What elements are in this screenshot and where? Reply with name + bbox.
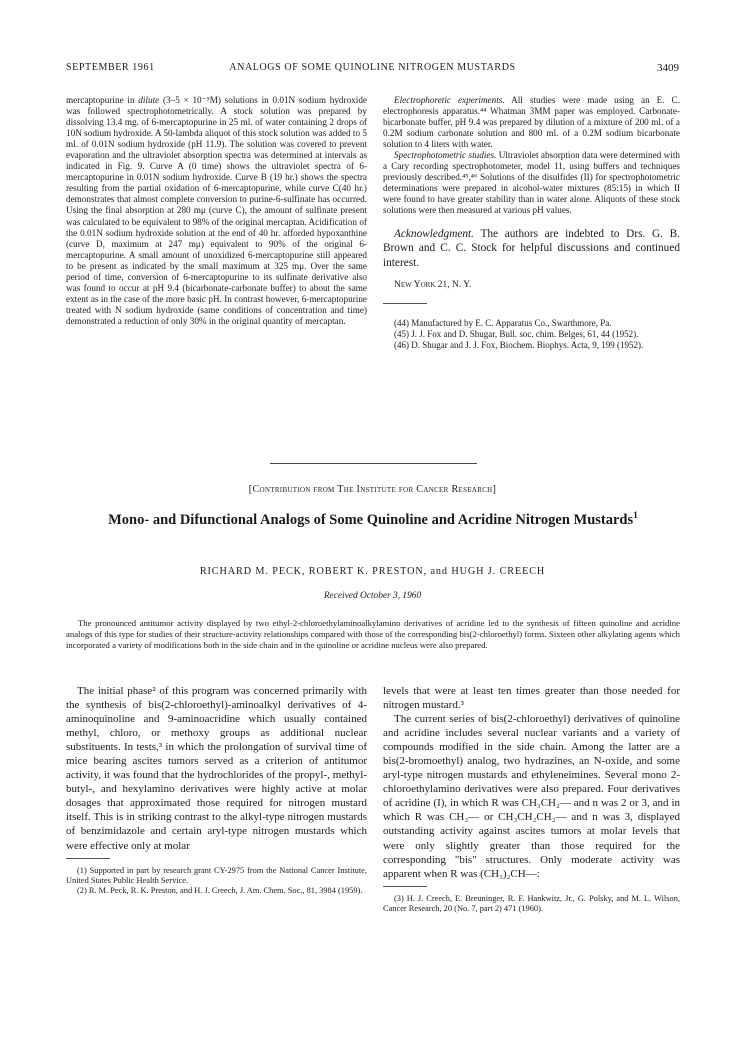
footnote-3: (3) H. J. Creech, E. Breuninger, R. F. Hankwitz, Jr., G. Polsky, and M. L. Wilson, Cancer Research, 20 (No. 7, part 2) 471 (1960).	[383, 893, 680, 913]
footnote-46: (46) D. Shugar and J. J. Fox, Biochem. Biophys. Acta, 9, 199 (1952).	[394, 340, 644, 351]
received-date: Received October 3, 1960	[323, 591, 422, 601]
running-head	[66, 62, 679, 76]
article-separator	[270, 463, 477, 464]
title-footnote-marker: 1	[633, 511, 638, 522]
footnote-2: (2) R. M. Peck, R. K. Preston, and H. J. Creech, J. Am. Chem. Soc., 81, 3984 (1959).	[77, 886, 363, 896]
address-line: New York 21, N. Y.	[394, 280, 472, 291]
intro-continuation: levels that were at least ten times greater than those needed for nitrogen mustard.³	[383, 685, 680, 712]
previous-article-left-column	[66, 95, 367, 327]
footnote-divider	[383, 303, 427, 304]
experimental-paragraph: mercaptopurine in dilute (3–5 × 10⁻⁵M) solutions in 0.01N sodium hydroxide was followed spectrophotometrically. A stock solution was prepared by dissolving 13.4 mg. of 6-mercaptopurine in 25 ml. of water containing 2 drops of 10N sodium hydroxide. A 50-lambda aliquot of this stock solution was added to 5 ml. of 0.01N sodium hydroxide (pH 11.9). The solution was covered to prevent evaporation and the ultraviolet absorption spectra was determined at intervals as indicated in Fig. 9. Curve A (0 time) shows the ultraviolet spectra of 6-mercaptopurine in 0.01N sodium hydroxide. Curve B (19 hr.) shows the spectra resulting from the partial oxidation of 6-mercaptopurine, while curve C(40 hr.) demonstrates that almost complete conversion to purine-6-sulfinate has occurred. Using the final absorption at 280 mμ (curve C), the amount of sulfinate present was calculated to be equivalent to 98% of the original mercaptan. Acidification of the 0.01N sodium hydroxide solution at the end of 40 hr. afforded hypoxanthine (curve D, maximum at 247 mμ) equivalent to 90% of the original 6-mercaptopurine. A small amount of unoxidized 6-mercaptopurine still appeared to be present as indicated by the small maximum at 325 mμ. Over the same period of time, conversion of 6-mercaptopurine to its sulfinate derivative also was found to occur at pH 9.4 (bicarbonate-carbonate buffer) to about the same extent as in the case of the more basic pH. In contrast however, 6-mercaptopurine treated with N sodium hydroxide (same conditions of concentration and time) demonstrated a reduction of only 30% in the original quantity of mercaptan.	[66, 95, 367, 326]
page-number: 3409	[657, 62, 679, 74]
article-right-column	[383, 684, 680, 914]
footnote-divider	[66, 858, 110, 859]
intro-paragraph: The initial phase² of this program was concerned primarily with the synthesis of bis(2-chloroethyl)-aminoalkyl derivatives of 4-aminoquinoline and 9-aminoacridine which usually contained methyl, chloro, or methoxy groups as additional nuclear substituents. In tests,³ in which the prolongation of survival time of mice bearing ascites tumors served as a criterion of antitumor activity, it was found that the hydrochlorides of the propyl-, methyl-butyl-, and hexylamino derivatives were highly active at molar dosages that approximated those required for nitrogen mustard itself. This is in striking contrast to the alkyl-type nitrogen mustards of benzimidazole and certain aryl-type nitrogen mustards which were effective only at molar	[66, 685, 367, 852]
current-series-paragraph: The current series of bis(2-chloroethyl) derivatives of quinoline and acridine includes several nuclear variants and a variety of compounds modified in the side chain. Among the latter are a bis(2-bromoethyl) analog, two hydrazines, an N-oxide, and some aryl-type nitrogen mustards and ethyleneimines. Several mono 2-chloroethylamino derivatives were also prepared. Four derivatives of acridine (I), in which R was CH₃CH₂— and n was 2 or 3, and in which R was CH₃— or CH₃CH₂CH₂— and n was 3, displayed outstanding activity against ascites tumors at molar levels that were only slightly greater than those required for the corresponding "bis" structures. Only moderate activity was apparent when R was (CH₃)₂CH—:	[383, 713, 680, 880]
electrophoretic-paragraph: Electrophoretic experiments. All studies were made using an E. C. electrophoresis apparatus.⁴⁴ Whatman 3MM paper was employed. Carbonate-bicarbonate buffer, pH 9.4 was prepared by dilution of a mixture of 200 ml. of a 0.2M sodium carbonate solution and 800 ml. of a 0.2M sodium bicarbonate solution to 4 liters with water.	[383, 95, 680, 150]
footnote-divider	[383, 886, 427, 887]
abstract: The pronounced antitumor activity displayed by two ethyl-2-chloroethylaminoalkylamino derivatives of acridine led to the synthesis of fifteen quinoline and acridine analogs of this type for studies of their structure-activity relationships compared with those of the corresponding bis(2-chloroethyl) forms. Sixteen other alkylating agents which incorporated a variety of modifications both in the side chain and in the quinoline or acridine nucleus were also prepared.	[66, 618, 680, 650]
running-title: ANALOGS OF SOME QUINOLINE NITROGEN MUSTARDS	[229, 62, 516, 73]
acknowledgment-paragraph: Acknowledgment. The authors are indebted to Drs. G. B. Brown and C. C. Stock for helpful discussions and continued interest.	[383, 227, 680, 269]
spectrophotometric-paragraph: Spectrophotometric studies. Ultraviolet absorption data were determined with a Cary recording spectrophotometer, model 11, using buffers and techniques previously described.⁴⁵,⁴⁶ Solutions of the disulfides (II) for spectrophotometric determinations were prepared in alcohol-water mixtures (85:15) in which II were found to have greater stability than in water alone. Aliquots of these stock solutions were then measured at various pH values.	[383, 150, 680, 216]
article-left-column	[66, 684, 367, 896]
footnote-44: (44) Manufactured by E. C. Apparatus Co., Swarthmore, Pa.	[394, 318, 612, 329]
previous-article-right-column	[383, 95, 680, 352]
contribution-line: [Contribution from The Institute for Cancer Research]	[248, 484, 497, 495]
journal-date: SEPTEMBER 1961	[66, 62, 155, 73]
footnote-1: (1) Supported in part by research grant CY-2975 from the National Cancer Institute, United States Public Health Service.	[66, 865, 367, 885]
authors-line: RICHARD M. PECK, ROBERT K. PRESTON, and HUGH J. CREECH	[199, 566, 546, 577]
article-title: Mono- and Difunctional Analogs of Some Quinoline and Acridine Nitrogen Mustards$^1$	[108, 511, 638, 528]
footnote-45: (45) J. J. Fox and D. Shugar, Bull. soc. chim. Belges, 61, 44 (1952).	[394, 329, 639, 340]
